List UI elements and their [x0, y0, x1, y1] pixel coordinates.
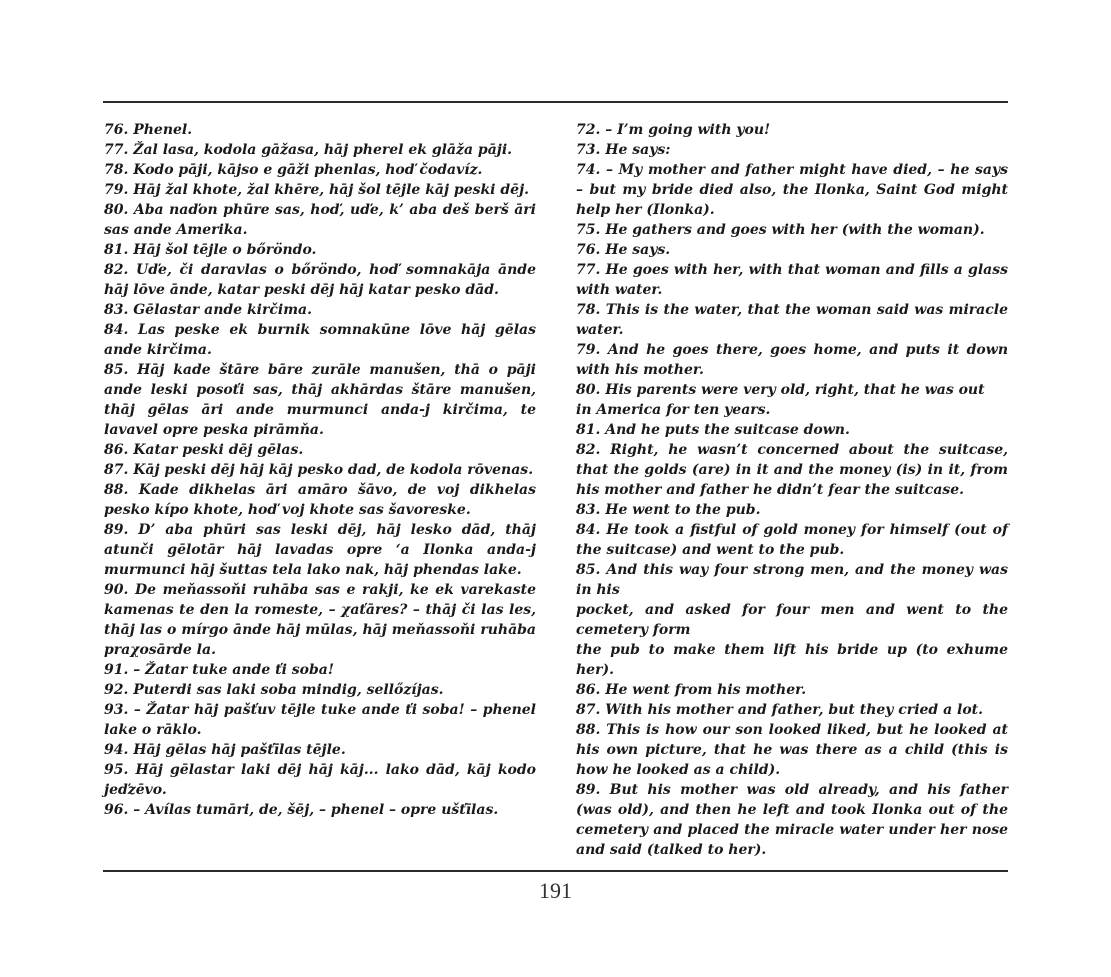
paragraph: 74. – My mother and father might have died, – he says – but my bride died also, the Ilonka, Saint God might help her (Ilonka).: [576, 162, 1008, 218]
paragraph: 88. This is how our son looked liked, but he looked at his own picture, that he was there as a child (this is how he looked as a child).: [576, 722, 1008, 778]
paragraph: 76. He says.: [576, 242, 671, 258]
paragraph: 89. D’ aba phūri sas leski dēj, hāj lesko dād, thāj atunči gēlotār hāj lavadas opre ‘a Ilonka anda-j murmunci hāj šuttas tela lako nak, hāj phendas lake.: [104, 522, 536, 578]
paragraph: 82. Uďe, či daravlas o bőröndo, hoď somnakāja āndе hāj lōve ānde, katar peski dēj hāj katar pesko dād.: [104, 262, 536, 298]
paragraph: 81. Hāj šol tējle o bőröndo.: [104, 242, 317, 258]
paragraph: 87. Kāj peski dēj hāj kāj pesko dad, de kodola rōvenas.: [104, 462, 534, 478]
paragraph: 82. Right, he wasn’t concerned about the suitcase, that the golds (are) in it and the money (is) in it, from his mother and father he didn’t fear the suitcase.: [576, 442, 1008, 498]
romani-text-column: [104, 120, 536, 820]
paragraph: 92. Puterdi sas laki soba mindig, sellőzíjas.: [104, 682, 444, 698]
paragraph: 86. Katar peski dēj gēlas.: [104, 442, 304, 458]
paragraph: 84. Las peske ek burnik somnakūne lōve hāj gēlas ande kirčima.: [104, 322, 536, 358]
paragraph: 83. He went to the pub.: [576, 502, 761, 518]
paragraph: 85. And this way four strong men, and the money was in his: [576, 562, 1008, 598]
paragraph: 79. And he goes there, goes home, and puts it down with his mother.: [576, 342, 1008, 378]
paragraph: 76. Phenel.: [104, 122, 193, 138]
top-rule: [103, 101, 1008, 103]
paragraph: 85. Hāj kade štāre bāre zurāle manušen, thā o pāji ande leski posoťi sas, thāj akhārdas štāre manušen, thāj gēlas āri ande murmunci anda-j kirčima, te lavavel opre peska pirāmňa.: [104, 362, 536, 438]
page-number: 191: [539, 878, 572, 903]
english-translation-column: [576, 120, 1008, 860]
paragraph: the pub to make them lift his bride up (to exhume her).: [576, 642, 1008, 678]
paragraph: 90. De meňassoňi ruhāba sas e rakji, ke ek varekaste kamenas te den la romeste, – χaťāres? – thāj či las les, thāj las o mírgo ānde hāj mūlas, hāj meňassoňi ruhāba praχosārde la.: [104, 582, 536, 658]
paragraph: 83. Gēlastar ande kirčima.: [104, 302, 312, 318]
paragraph: 77. He goes with her, with that woman and fills a glass with water.: [576, 262, 1008, 298]
paragraph: 72. – I’m going with you!: [576, 122, 771, 138]
paragraph: 78. This is the water, that the woman said was miracle water.: [576, 302, 1008, 338]
paragraph: 79. Hāj žal khote, žal khēre, hāj šol tējle kāj peski dēj.: [104, 182, 530, 198]
paragraph: 89. But his mother was old already, and his father (was old), and then he left and took Ilonka out of the cemetery and placed the miracle water under her nose and said (talked to her).: [576, 782, 1008, 858]
paragraph: 91. – Žatar tuke ande ťi soba!: [104, 662, 335, 678]
paragraph: 88. Kade dikhelas āri amāro šāvo, de voj dikhelas pesko kípo khote, hoď voj khote sas šavoreske.: [104, 482, 536, 518]
paragraph: 86. He went from his mother.: [576, 682, 807, 698]
paragraph: 95. Hāj gēlastar laki dēj hāj kāj... lako dād, kāj kodo jeďzēvo.: [104, 762, 536, 798]
paragraph: 93. – Žatar hāj pašťuv tējle tuke ande ťi soba! – phenel lake o rāklo.: [104, 702, 536, 738]
paragraph: 80. Aba naďon phūre sas, hoď, uďe, k’ aba deš berš āri sas ande Amerika.: [104, 202, 536, 238]
paragraph: 81. And he puts the suitcase down.: [576, 422, 850, 438]
paragraph: 78. Kodo pāji, kājso e gāži phenlas, hoď čodavíz.: [104, 162, 483, 178]
paragraph: pocket, and asked for four men and went to the cemetery form: [576, 602, 1008, 638]
paragraph: 77. Žal lasa, kodola gāžasa, hāj pherel ek glāža pāji.: [104, 142, 513, 158]
paragraph: 87. With his mother and father, but they cried a lot.: [576, 702, 984, 718]
paragraph: 73. He says:: [576, 142, 671, 158]
paragraph: in America for ten years.: [576, 402, 771, 418]
paragraph: 96. – Avílas tumāri, de, šēj, – phenel – opre ušťīlas.: [104, 802, 499, 818]
bottom-rule: [103, 870, 1008, 872]
paragraph: 94. Hāj gēlas hāj pašťīlas tējle.: [104, 742, 346, 758]
paragraph: 80. His parents were very old, right, that he was out: [576, 382, 985, 398]
paragraph: 75. He gathers and goes with her (with the woman).: [576, 222, 985, 238]
paragraph: 84. He took a fistful of gold money for himself (out of the suitcase) and went to the pub.: [576, 522, 1008, 558]
